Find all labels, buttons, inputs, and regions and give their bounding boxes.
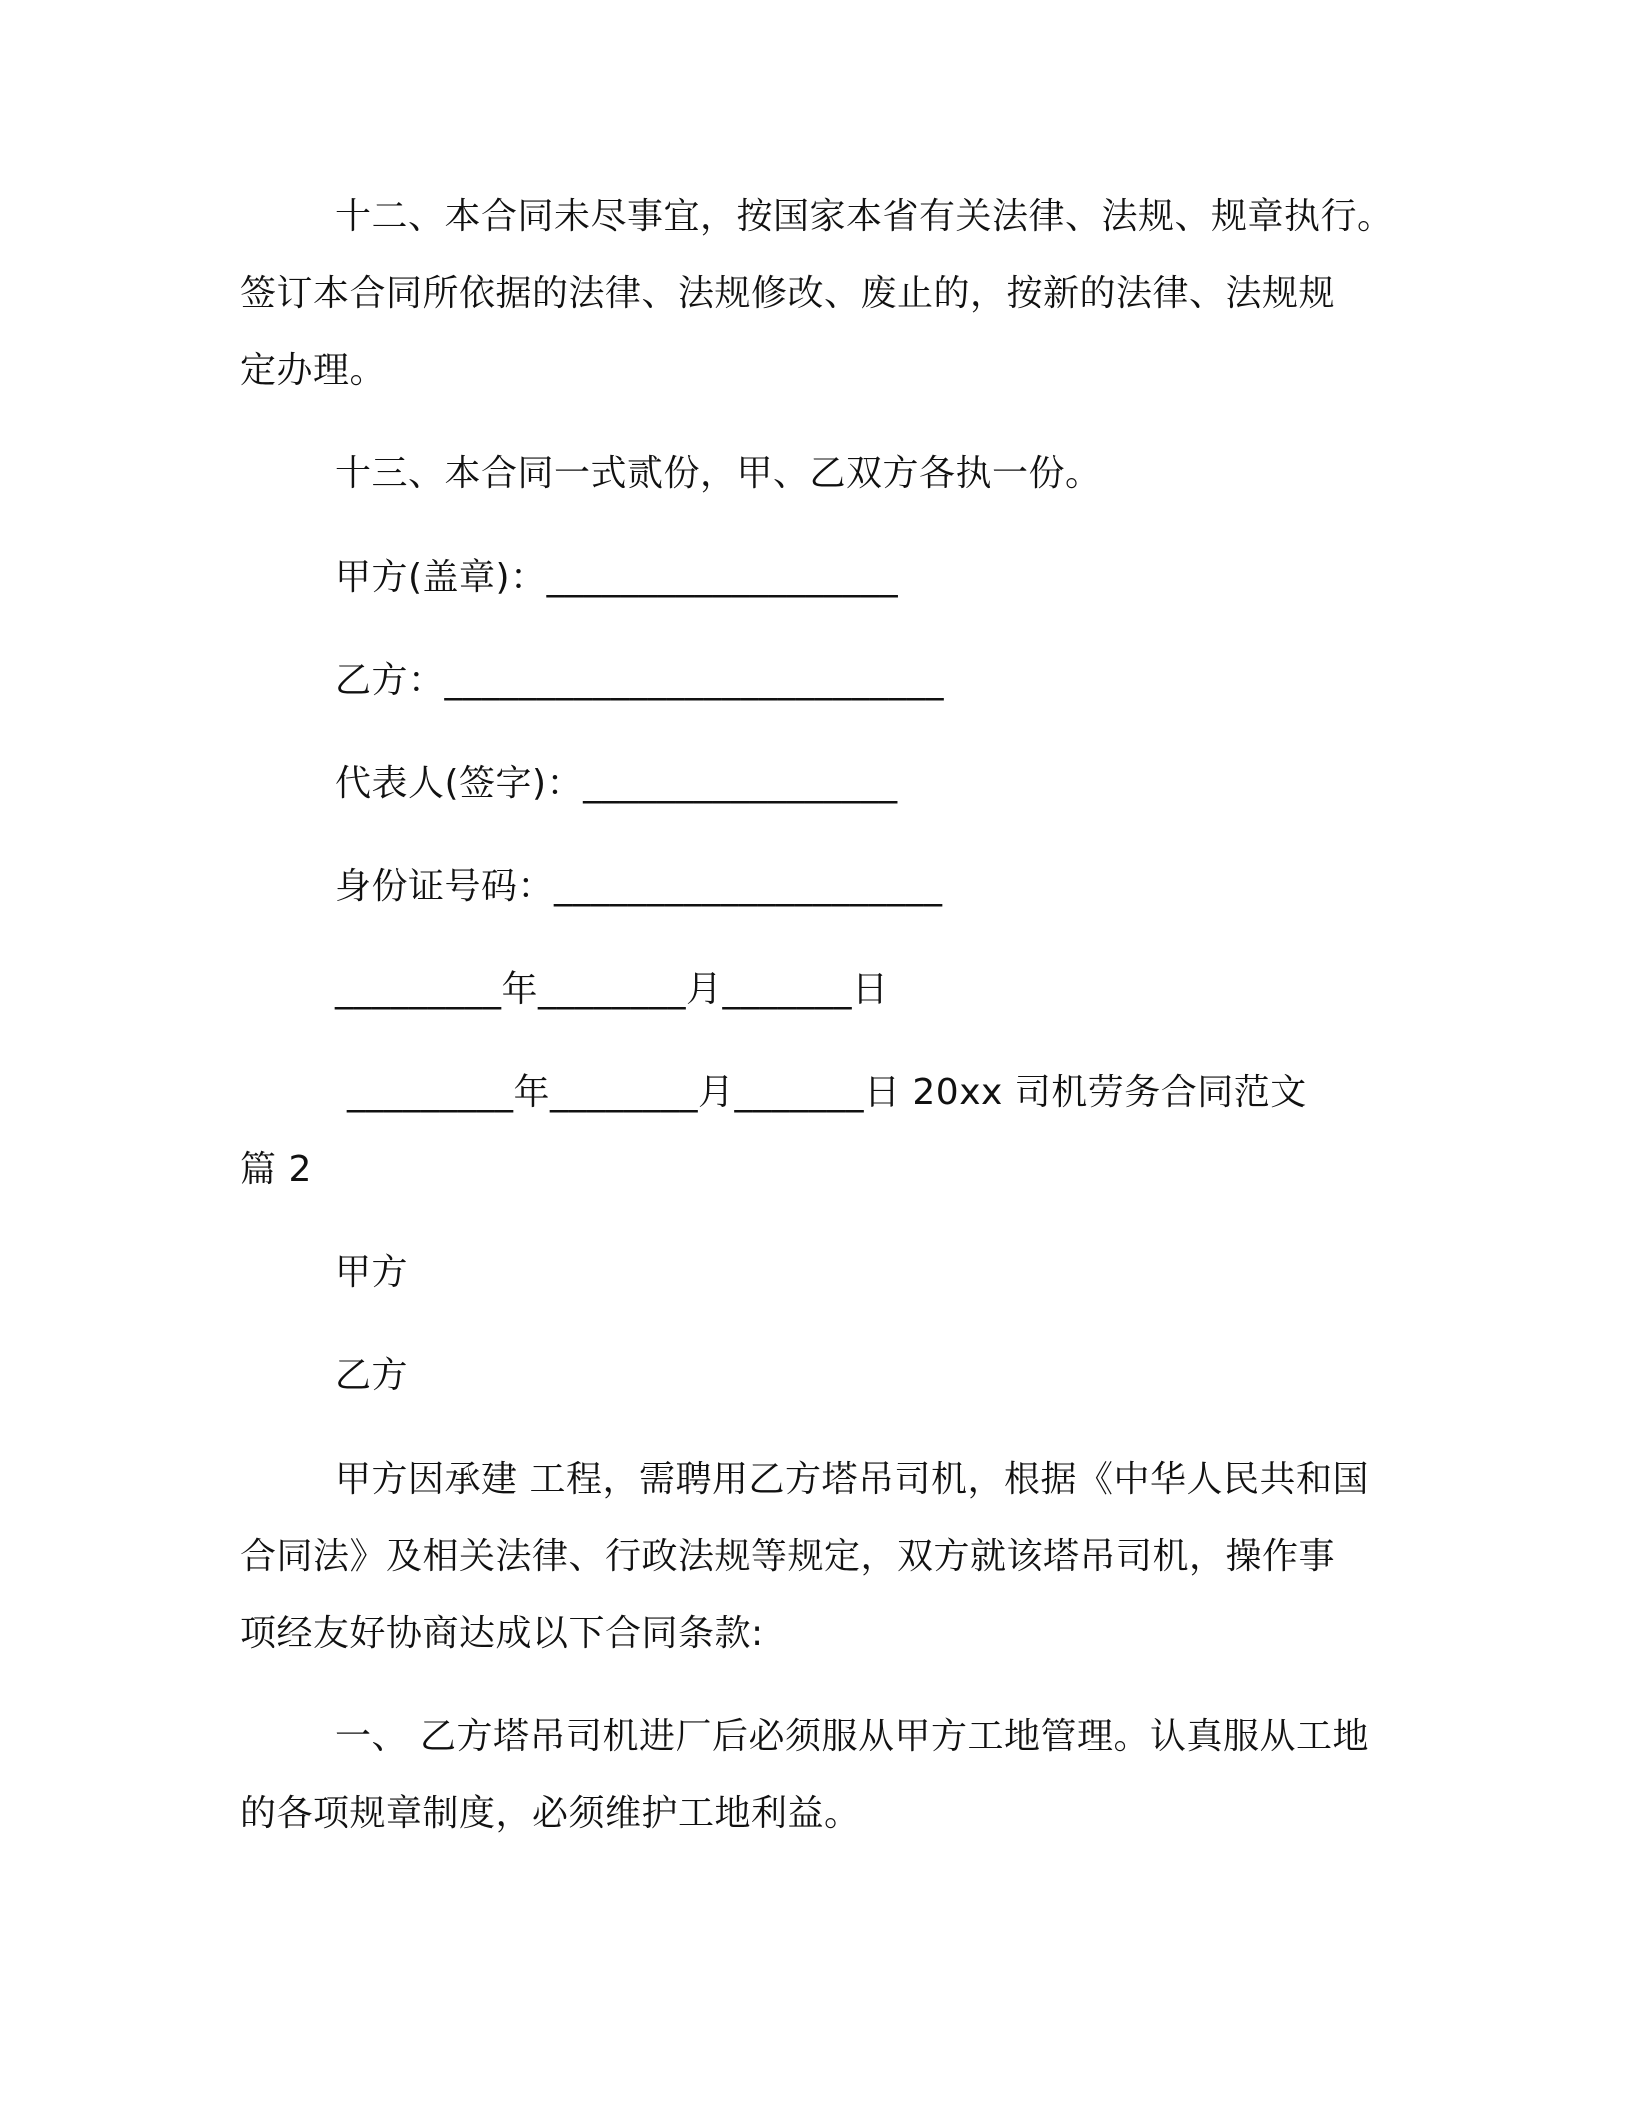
clause-12-line-1: 十二、本合同未尽事宜，按国家本省有关法律、法规、规章执行。 [335, 196, 1394, 237]
clause-1-line-2: 的各项规章制度，必须维护工地利益。 [240, 1793, 861, 1834]
party-a-seal-field: 甲方(盖章)：___________________ [335, 557, 899, 598]
clause-13: 十三、本合同一式贰份，甲、乙双方各执一份。 [335, 453, 1102, 494]
date-field-1: _________年________月_______日 [335, 969, 889, 1010]
party-b-field: 乙方：___________________________ [335, 660, 945, 701]
preamble-line-2: 合同法》及相关法律、行政法规等规定，双方就该塔吊司机，操作事 [240, 1536, 1336, 1577]
preamble-line-1: 甲方因承建 工程，需聘用乙方塔吊司机，根据《中华人民共和国 [335, 1459, 1369, 1500]
heading-continuation: 篇 2 [240, 1149, 312, 1190]
contract2-party-a: 甲方 [335, 1252, 409, 1293]
clause-1-line-1: 一、 乙方塔吊司机进厂后必须服从甲方工地管理。认真服从工地 [335, 1716, 1369, 1757]
id-number-field: 身份证号码：_____________________ [335, 866, 943, 907]
clause-12-line-3: 定办理。 [240, 350, 387, 391]
preamble-line-3: 项经友好协商达成以下合同条款: [240, 1613, 764, 1654]
clause-12-line-2: 签订本合同所依据的法律、法规修改、废止的，按新的法律、法规规 [240, 273, 1336, 314]
representative-signature-field: 代表人(签字)：_________________ [335, 763, 898, 804]
contract2-party-b: 乙方 [335, 1355, 409, 1396]
date-field-2-and-heading: _________年________月_______日 20xx 司机劳务合同范文 [335, 1072, 1307, 1113]
